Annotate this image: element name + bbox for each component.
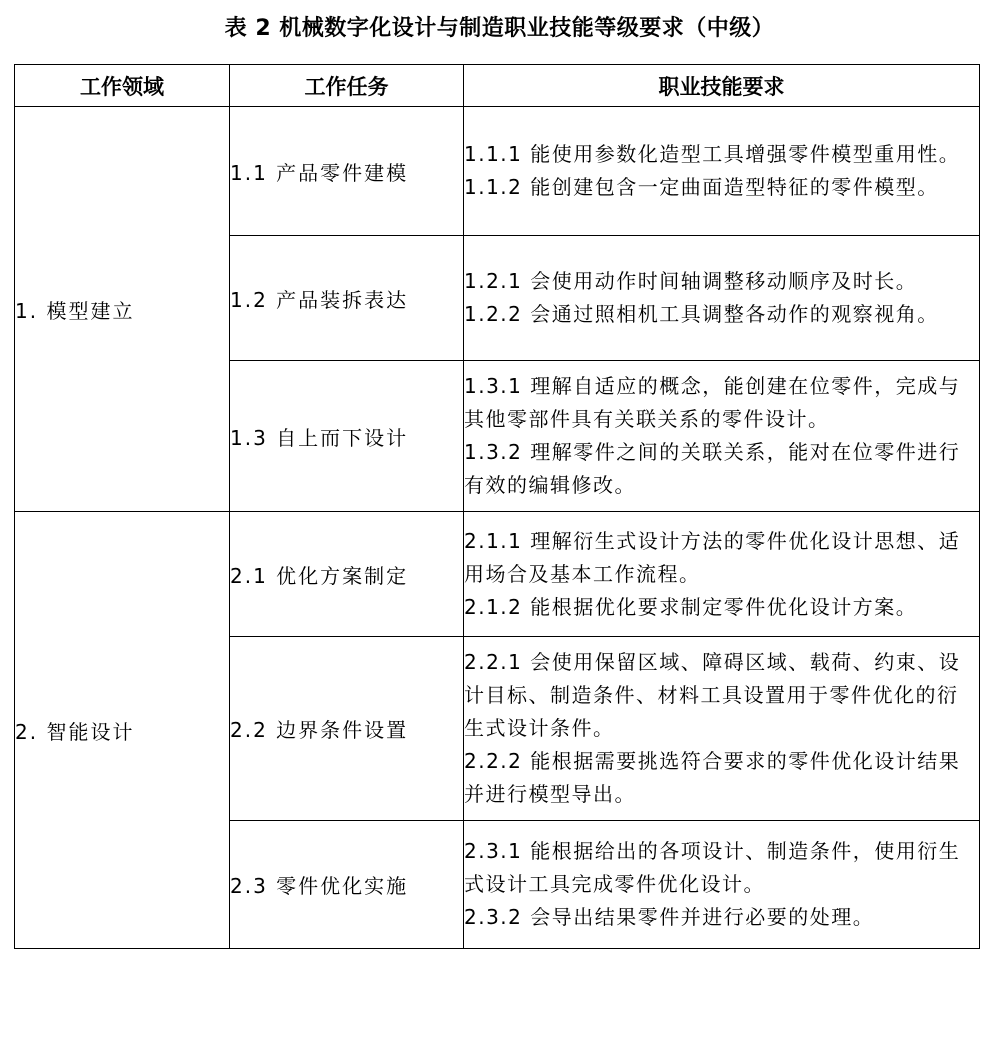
table-row — [15, 512, 980, 637]
requirements-cell-1-3 — [464, 361, 980, 512]
requirement-item: 1.1.2 能创建包含一定曲面造型特征的零件模型。 — [464, 175, 939, 199]
requirement-item: 2.1.1 理解衍生式设计方法的零件优化设计思想、适用场合及基本工作流程。 — [464, 528, 961, 586]
requirement-item: 1.3.1 理解自适应的概念，能创建在位零件，完成与其他零部件具有关联关系的零件设计。 — [464, 374, 961, 431]
task-cell-1-2: 1.2 产品装拆表达 — [230, 236, 464, 361]
domain-cell-intelligent-design: 2. 智能设计 — [15, 512, 230, 949]
header-skill-requirements: 职业技能要求 — [464, 65, 980, 107]
requirement-item: 1.1.1 能使用参数化造型工具增强零件模型重用性。 — [464, 142, 961, 166]
requirement-item: 2.3.1 能根据给出的各项设计、制造条件，使用衍生式设计工具完成零件优化设计。 — [464, 839, 961, 896]
domain-cell-model-building: 1. 模型建立 — [15, 107, 230, 512]
task-cell-2-1: 2.1 优化方案制定 — [230, 512, 464, 637]
requirement-item: 2.3.2 会导出结果零件并进行必要的处理。 — [464, 905, 875, 929]
table-row — [15, 107, 980, 236]
requirement-item: 1.2.2 会通过照相机工具调整各动作的观察视角。 — [464, 302, 939, 326]
task-cell-2-2: 2.2 边界条件设置 — [230, 637, 464, 821]
requirement-item: 1.2.1 会使用动作时间轴调整移动顺序及时长。 — [464, 269, 918, 293]
table-title: 表 2 机械数字化设计与制造职业技能等级要求（中级） — [224, 16, 775, 41]
task-cell-2-3: 2.3 零件优化实施 — [230, 821, 464, 949]
requirement-item: 1.3.2 理解零件之间的关联关系，能对在位零件进行有效的编辑修改。 — [464, 440, 961, 497]
requirements-cell-2-1 — [464, 512, 980, 637]
header-work-domain: 工作领域 — [15, 65, 230, 107]
table-header-row — [15, 65, 980, 107]
header-work-task: 工作任务 — [230, 65, 464, 107]
task-cell-1-3: 1.3 自上而下设计 — [230, 361, 464, 512]
skill-requirements-table — [14, 64, 980, 949]
requirements-cell-2-2 — [464, 637, 980, 821]
requirements-cell-1-1 — [464, 107, 980, 236]
requirement-item: 2.2.2 能根据需要挑选符合要求的零件优化设计结果并进行模型导出。 — [464, 749, 961, 806]
requirement-item: 2.2.1 会使用保留区域、障碍区域、载荷、约束、设计目标、制造条件、材料工具设置用于零件优化的衍生式设计条件。 — [464, 650, 961, 740]
requirement-item: 2.1.2 能根据优化要求制定零件优化设计方案。 — [464, 594, 918, 619]
task-cell-1-1: 1.1 产品零件建模 — [230, 107, 464, 236]
requirements-cell-2-3 — [464, 821, 980, 949]
requirements-cell-1-2 — [464, 236, 980, 361]
